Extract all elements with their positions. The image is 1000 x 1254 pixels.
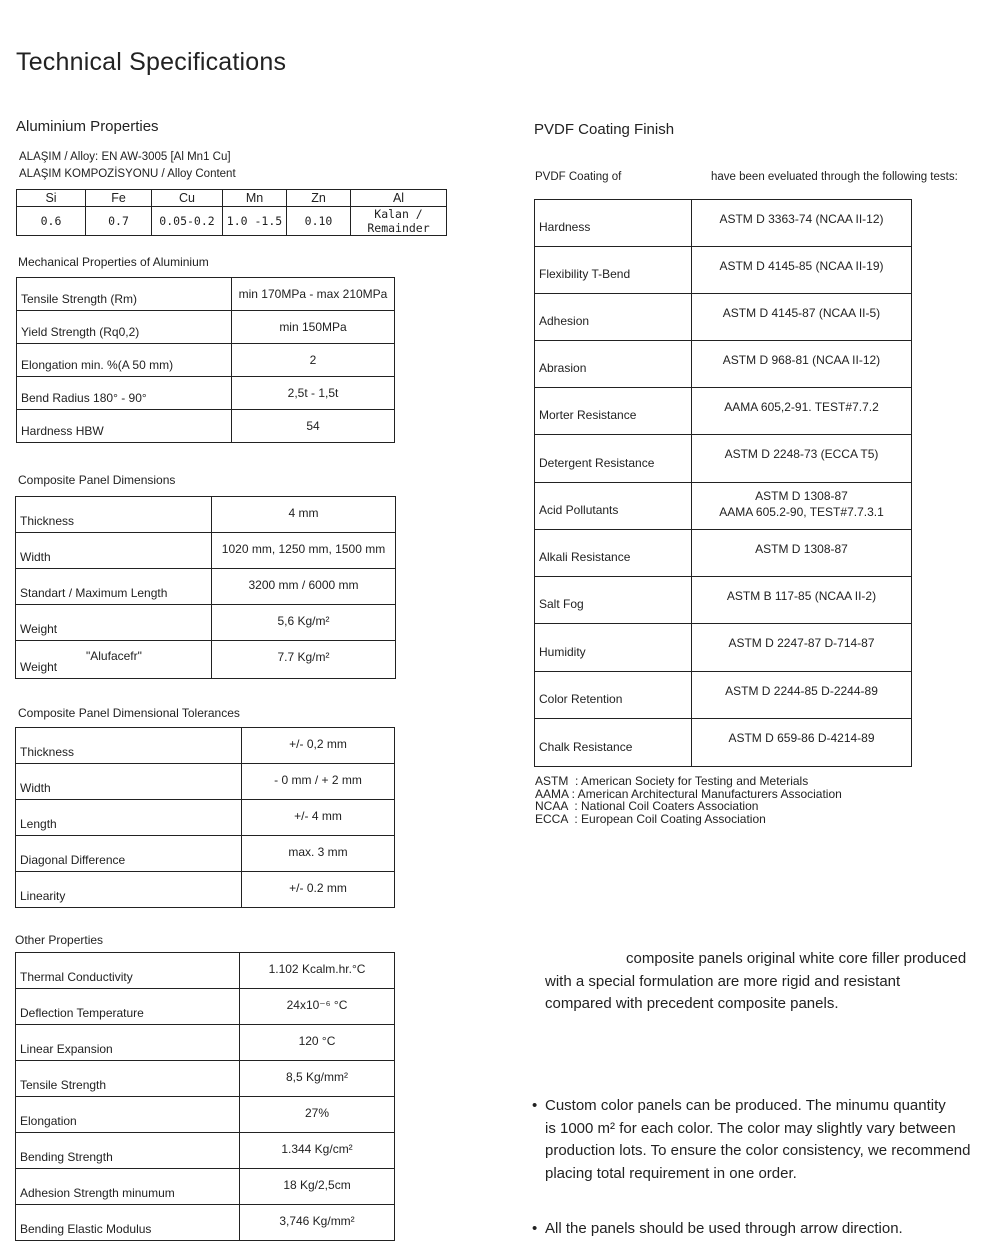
- table-row: [535, 530, 912, 577]
- alloy-value-cell: 0.6: [17, 207, 86, 236]
- property-value: 1.102 Kcalm.hr.°C: [240, 953, 395, 989]
- test-label: Chalk Resistance: [535, 719, 692, 767]
- property-label: Thickness: [16, 497, 212, 533]
- property-label: Weight: [16, 605, 212, 641]
- property-label: Adhesion Strength minumum: [16, 1169, 240, 1205]
- table-row: [16, 1133, 395, 1169]
- table-row: [16, 1205, 395, 1241]
- test-standard: ASTM D 968-81 (NCAA II-12): [692, 341, 912, 388]
- table-row: [16, 641, 396, 679]
- table-row: [535, 294, 912, 341]
- property-label: [16, 641, 212, 679]
- test-standard: AAMA 605,2-91. TEST#7.7.2: [692, 388, 912, 435]
- bullet-line: placing total requirement in one order.: [545, 1164, 797, 1182]
- test-label: Abrasion: [535, 341, 692, 388]
- panel-tolerances-title: Composite Panel Dimensional Tolerances: [18, 706, 240, 720]
- mechanical-properties-table: [16, 277, 395, 443]
- test-label: Flexibility T-Bend: [535, 247, 692, 294]
- property-label: Bend Radius 180° - 90°: [17, 377, 232, 410]
- table-row: [16, 569, 396, 605]
- test-standard: ASTM D 2248-73 (ECCA T5): [692, 435, 912, 483]
- table-row: [535, 719, 912, 767]
- property-label: Yield Strength (Rq0,2): [17, 311, 232, 344]
- alloy-line: ALAŞIM / Alloy: EN AW-3005 [Al Mn1 Cu]: [19, 151, 231, 163]
- test-standard: ASTM D 659-86 D-4214-89: [692, 719, 912, 767]
- alloy-header-cell: Cu: [152, 190, 223, 207]
- property-label: Linear Expansion: [16, 1025, 240, 1061]
- table-row: [16, 605, 396, 641]
- table-row: [535, 247, 912, 294]
- property-value: 7.7 Kg/m²: [212, 641, 396, 679]
- property-value: 8,5 Kg/mm²: [240, 1061, 395, 1097]
- table-row: [16, 1025, 395, 1061]
- property-label: Thermal Conductivity: [16, 953, 240, 989]
- test-standard: ASTM D 1308-87: [692, 530, 912, 577]
- table-row: [16, 764, 395, 800]
- abbreviation-item: AAMA : American Architectural Manufacturers Association: [535, 786, 842, 801]
- test-standard: ASTM D 4145-87 (NCAA II-5): [692, 294, 912, 341]
- abbreviation-item: ASTM : American Society for Testing and Meterials: [535, 774, 809, 788]
- table-row: [17, 311, 395, 344]
- property-label: Diagonal Difference: [16, 836, 242, 872]
- bullet-line: All the panels should be used through arrow direction.: [545, 1220, 903, 1237]
- property-label: Length: [16, 800, 242, 836]
- abbreviation-item: NCAA : National Coil Coaters Association: [535, 799, 759, 813]
- property-label: Deflection Temperature: [16, 989, 240, 1025]
- test-label: Salt Fog: [535, 577, 692, 624]
- bullet-line: is 1000 m² for each color. The color may slightly vary between: [545, 1119, 956, 1137]
- property-value: 120 °C: [240, 1025, 395, 1061]
- bullet-icon: •: [532, 1097, 538, 1114]
- bullet-line: Custom color panels can be produced. The minumu quantity: [545, 1097, 946, 1114]
- other-properties-table: [15, 952, 395, 1241]
- table-row: [16, 1097, 395, 1133]
- panel-dimensions-title: Composite Panel Dimensions: [18, 473, 176, 487]
- table-row: [535, 483, 912, 530]
- property-value: 2,5t - 1,5t: [232, 377, 395, 410]
- property-label: Width: [16, 533, 212, 569]
- property-value: max. 3 mm: [242, 836, 395, 872]
- test-standard-line: AAMA 605.2-90, TEST#7.7.3.1: [719, 505, 884, 519]
- panel-dimensions-table: [15, 496, 396, 679]
- table-row: [535, 577, 912, 624]
- table-row: [16, 953, 395, 989]
- table-row: [16, 533, 396, 569]
- test-label: Alkali Resistance: [535, 530, 692, 577]
- property-value: 3,746 Kg/mm²: [240, 1205, 395, 1241]
- table-row: [535, 200, 912, 247]
- table-row: [16, 836, 395, 872]
- other-properties-title: Other Properties: [15, 933, 104, 947]
- alloy-header-cell: Si: [17, 190, 86, 207]
- alloy-value-cell: 0.7: [86, 207, 152, 236]
- alloy-value-cell: Kalan / Remainder: [351, 207, 447, 236]
- alloy-value-cell: 0.05-0.2: [152, 207, 223, 236]
- test-standard: ASTM D 4145-85 (NCAA II-19): [692, 247, 912, 294]
- table-row: [16, 989, 395, 1025]
- alloy-header-row: [17, 190, 447, 207]
- table-row: [16, 1169, 395, 1205]
- table-row: [535, 435, 912, 483]
- property-value: 5,6 Kg/m²: [212, 605, 396, 641]
- test-standard: ASTM B 117-85 (NCAA II-2): [692, 577, 912, 624]
- property-value: 1.344 Kg/cm²: [240, 1133, 395, 1169]
- test-label: Hardness: [535, 200, 692, 247]
- property-label: Hardness HBW: [17, 410, 232, 443]
- property-label: Standart / Maximum Length: [16, 569, 212, 605]
- property-value: 54: [232, 410, 395, 443]
- table-row: [16, 497, 396, 533]
- bullet-icon: •: [532, 1220, 538, 1237]
- table-row: [16, 800, 395, 836]
- test-label: Morter Resistance: [535, 388, 692, 435]
- pvdf-tests-table: [534, 199, 912, 767]
- property-value: +/- 0.2 mm: [242, 872, 395, 908]
- alufacefr-label: "Alufacefr": [86, 649, 142, 663]
- abbreviation-item: ECCA : European Coil Coating Association: [535, 811, 766, 826]
- table-row: [17, 410, 395, 443]
- aluminium-properties-title: Aluminium Properties: [16, 118, 159, 135]
- paragraph-line: with a special formulation are more rigid and resistant: [545, 972, 901, 990]
- test-label: Humidity: [535, 624, 692, 672]
- property-label: Bending Strength: [16, 1133, 240, 1169]
- table-row: [535, 341, 912, 388]
- paragraph-line: composite panels original white core filler produced: [626, 950, 967, 967]
- alloy-header-cell: Zn: [287, 190, 351, 207]
- table-row: [535, 672, 912, 719]
- property-value: - 0 mm / + 2 mm: [242, 764, 395, 800]
- test-standard-line: ASTM D 1308-87: [755, 489, 848, 503]
- table-row: [17, 278, 395, 311]
- bullet-line: production lots. To ensure the color consistency, we recommend: [545, 1142, 971, 1159]
- property-value: 4 mm: [212, 497, 396, 533]
- alloy-composition-line: ALAŞIM KOMPOZİSYONU / Alloy Content: [19, 168, 236, 180]
- alloy-header-cell: Al: [351, 190, 447, 207]
- test-standard: ASTM D 2247-87 D-714-87: [692, 624, 912, 672]
- property-value: +/- 4 mm: [242, 800, 395, 836]
- alloy-value-cell: 0.10: [287, 207, 351, 236]
- property-value: 3200 mm / 6000 mm: [212, 569, 396, 605]
- property-label: Linearity: [16, 872, 242, 908]
- property-value: min 150MPa: [232, 311, 395, 344]
- alloy-header-cell: Fe: [86, 190, 152, 207]
- pvdf-intro-left: PVDF Coating of: [535, 171, 622, 183]
- property-label: Tensile Strength: [16, 1061, 240, 1097]
- alloy-value-cell: 1.0 -1.5: [223, 207, 287, 236]
- page-title: Technical Specifications: [16, 48, 287, 76]
- core-filler-paragraph: [545, 948, 990, 1016]
- test-label: Detergent Resistance: [535, 435, 692, 483]
- custom-color-bullet: [532, 1095, 995, 1185]
- pvdf-intro-right: have been eveluated through the following tests:: [711, 171, 958, 183]
- property-label: Width: [16, 764, 242, 800]
- test-label: Color Retention: [535, 672, 692, 719]
- alloy-content-table: [16, 189, 447, 236]
- property-label: Bending Elastic Modulus: [16, 1205, 240, 1241]
- test-standard: ASTM D 3363-74 (NCAA II-12): [692, 200, 912, 247]
- property-label-text: Weight: [20, 660, 58, 674]
- test-standard: ASTM D 2244-85 D-2244-89: [692, 672, 912, 719]
- panel-tolerances-table: [15, 727, 395, 908]
- table-row: [17, 377, 395, 410]
- property-value: 24x10⁻⁶ °C: [240, 989, 395, 1025]
- property-value: 2: [232, 344, 395, 377]
- test-label: Adhesion: [535, 294, 692, 341]
- mechanical-properties-title: Mechanical Properties of Aluminium: [18, 255, 209, 269]
- property-label: Elongation min. %(A 50 mm): [17, 344, 232, 377]
- property-value: min 170MPa - max 210MPa: [232, 278, 395, 311]
- table-row: [16, 872, 395, 908]
- table-row: [535, 624, 912, 672]
- property-label: Tensile Strength (Rm): [17, 278, 232, 311]
- table-row: [17, 344, 395, 377]
- alloy-header-cell: Mn: [223, 190, 287, 207]
- abbreviations-list: [535, 775, 842, 825]
- pvdf-title: PVDF Coating Finish: [534, 121, 675, 138]
- property-value: 27%: [240, 1097, 395, 1133]
- alloy-value-row: [17, 207, 447, 236]
- property-label: Thickness: [16, 728, 242, 764]
- property-value: 18 Kg/2,5cm: [240, 1169, 395, 1205]
- arrow-direction-bullet: [532, 1218, 995, 1241]
- table-row: [535, 388, 912, 435]
- property-label: Elongation: [16, 1097, 240, 1133]
- table-row: [16, 1061, 395, 1097]
- paragraph-line: compared with precedent composite panels.: [545, 995, 839, 1012]
- property-value: 1020 mm, 1250 mm, 1500 mm: [212, 533, 396, 569]
- property-value: +/- 0,2 mm: [242, 728, 395, 764]
- test-standard: [692, 483, 912, 530]
- test-label: Acid Pollutants: [535, 483, 692, 530]
- table-row: [16, 728, 395, 764]
